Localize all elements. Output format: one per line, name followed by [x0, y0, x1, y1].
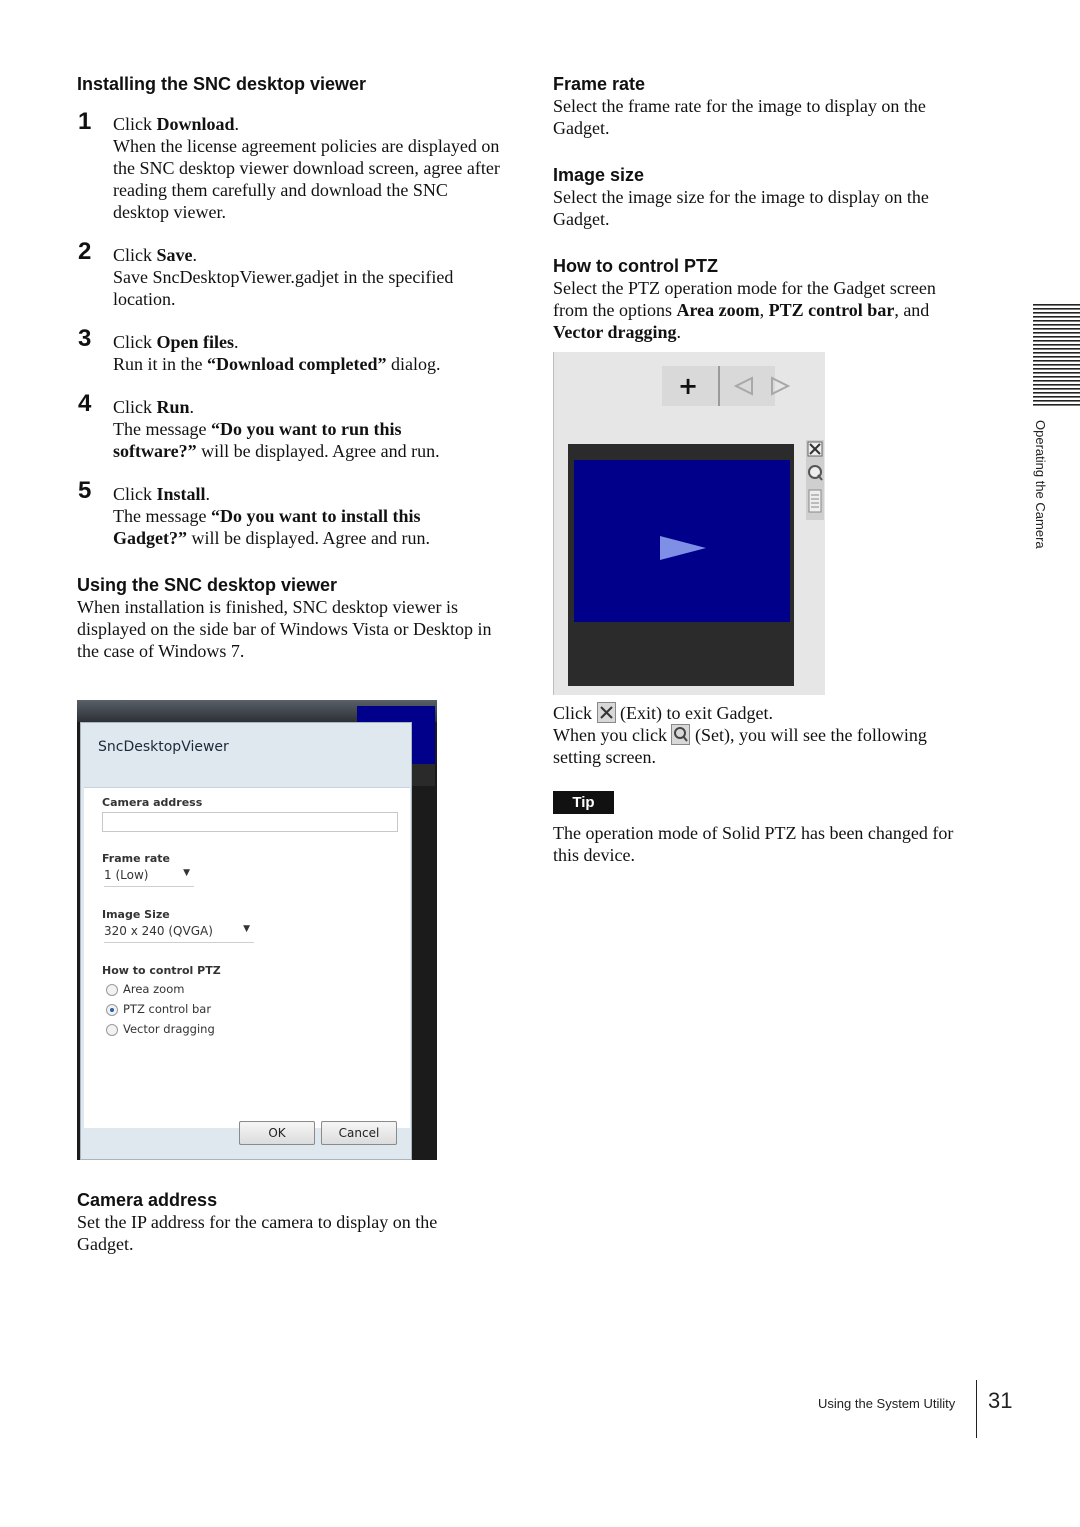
- step-number: 3: [78, 325, 92, 352]
- radio-label: PTZ control bar: [123, 1002, 212, 1016]
- section-tab-label-wrap: [1031, 420, 1049, 560]
- section-tab-stripes: [1033, 304, 1080, 408]
- camera-address-label: Camera address: [102, 796, 203, 809]
- ptz-text: Select the PTZ operation mode for the Gadget screen from the options Area zoom, PTZ control bar, and Vector dragging.: [553, 278, 936, 342]
- step-5: Click Install. The message “Do you want to install this Gadget?” will be displayed. Agree and run.: [113, 484, 430, 548]
- using-text: When installation is finished, SNC desktop viewer is displayed on the side bar of Windows Vista or Desktop in the case of Windows 7.: [77, 597, 492, 661]
- image-size-label: Image Size: [102, 908, 170, 921]
- dialog-panel: [84, 787, 410, 1128]
- frame-rate-label: Frame rate: [102, 852, 170, 865]
- dialog-title: SncDesktopViewer: [98, 739, 229, 755]
- radio-label: Area zoom: [123, 982, 185, 996]
- exit-icon: [597, 702, 616, 723]
- tip-badge: Tip: [553, 791, 614, 814]
- frame-rate-heading: Frame rate: [553, 74, 646, 94]
- radio-selected-icon: [106, 1004, 118, 1016]
- step-3: Click Open files. Run it in the “Download completed” dialog.: [113, 332, 441, 374]
- install-heading: Installing the SNC desktop viewer: [77, 74, 367, 94]
- radio-label: Vector dragging: [123, 1022, 215, 1036]
- desktop-viewer-screenshot: [77, 700, 437, 1160]
- chevron-down-icon: ▼: [183, 868, 190, 878]
- step-1-desc: When the license agreement policies are displayed on the SNC desktop viewer download screen, agree after reading them carefully and download the SNC desktop viewer.: [113, 136, 500, 222]
- pan-arrows-icon[interactable]: [732, 374, 792, 398]
- image-size-text: Select the image size for the image to display on the Gadget.: [553, 187, 929, 229]
- cancel-button[interactable]: Cancel: [321, 1121, 397, 1145]
- frame-rate-text: Select the frame rate for the image to display on the Gadget.: [553, 96, 926, 138]
- camera-address-heading: Camera address: [77, 1190, 218, 1210]
- ptz-label: How to control PTZ: [102, 964, 221, 977]
- radio-icon: [106, 984, 118, 996]
- step-1: Click Download. When the license agreement policies are displayed on the SNC desktop viewer download screen, agree after reading them carefully and download the SNC desktop viewer.: [113, 113, 505, 223]
- step-number: 4: [78, 390, 92, 417]
- step-number: 2: [78, 238, 92, 265]
- footer-divider: [976, 1380, 977, 1438]
- exit-set-drag-icons[interactable]: [806, 440, 824, 520]
- frame-rate-select[interactable]: [104, 868, 194, 887]
- using-heading: Using the SNC desktop viewer: [77, 575, 338, 595]
- image-size-select[interactable]: [104, 924, 254, 943]
- settings-dialog: [80, 722, 412, 1160]
- footer-chapter: Using the System Utility: [818, 1396, 956, 1411]
- step-2-desc: Save SncDesktopViewer.gadjet in the specified location.: [113, 267, 454, 309]
- exit-instruction: Click (Exit) to exit Gadget.: [553, 703, 773, 723]
- camera-address-input[interactable]: [102, 812, 398, 832]
- video-area: [574, 460, 790, 622]
- chevron-down-icon: ▼: [243, 924, 250, 934]
- page-number: 31: [988, 1388, 1013, 1413]
- gadget-side-controls: [806, 440, 824, 520]
- tip-text: The operation mode of Solid PTZ has been changed for this device.: [553, 823, 954, 865]
- gadget-screenshot: [553, 352, 825, 695]
- camera-address-text: Set the IP address for the camera to display on the Gadget.: [77, 1212, 438, 1254]
- ptz-heading: How to control PTZ: [553, 256, 718, 276]
- play-icon: [574, 460, 790, 622]
- ok-button[interactable]: OK: [239, 1121, 315, 1145]
- step-2: Click Save. Save SncDesktopViewer.gadjet in the specified location.: [113, 244, 505, 310]
- step-4: Click Run. The message “Do you want to run this software?” will be displayed. Agree and run.: [113, 397, 440, 461]
- image-size-value: 320 x 240 (QVGA): [104, 924, 213, 938]
- section-tab-label: Operating the Camera: [1033, 420, 1048, 549]
- set-icon: [671, 724, 690, 745]
- set-instruction: When you click (Set), you will see the following setting screen.: [553, 725, 927, 767]
- step-number: 1: [78, 108, 92, 135]
- step-number: 5: [78, 477, 92, 504]
- zoom-plus-icon[interactable]: +: [678, 372, 699, 400]
- radio-icon: [106, 1024, 118, 1036]
- frame-rate-value: 1 (Low): [104, 868, 149, 882]
- toolbar-divider: [718, 366, 720, 406]
- image-size-heading: Image size: [553, 165, 645, 185]
